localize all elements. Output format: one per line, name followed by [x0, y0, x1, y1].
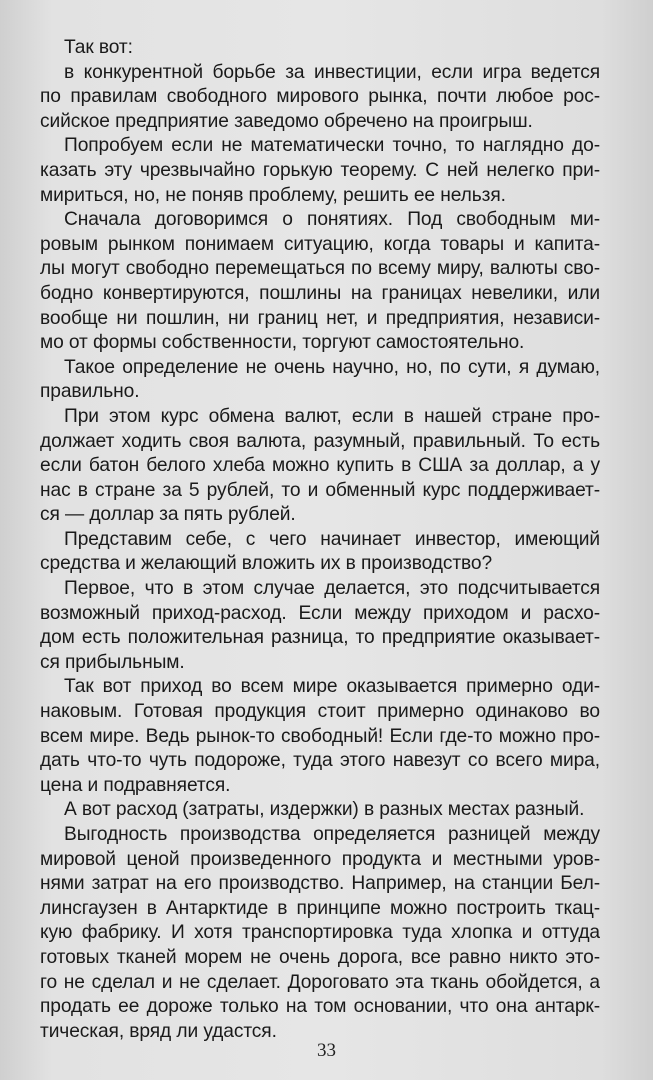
paragraph — [40, 61, 600, 135]
paragraph — [40, 577, 600, 675]
text-line: дать что-то чуть подороже, туда этого навезут со всего мира, — [40, 750, 600, 772]
text-line: Выгодность производства определяется разницей между — [64, 824, 600, 845]
text-line: При этом курс обмена валют, если в нашей стране про- — [64, 405, 600, 427]
text-line: лы могут свободно перемещаться по всему миру, валюты сво- — [40, 258, 600, 280]
text-line: возможный приход-расход. Если между приходом и расхо- — [40, 602, 600, 624]
body-text — [40, 36, 600, 1044]
text-line: ся — доллар за пять рублей. — [40, 504, 296, 526]
page-number: 33 — [317, 1040, 336, 1061]
paragraph — [40, 675, 600, 798]
text-line: ровым рынком понимаем ситуацию, когда товары и капита- — [40, 233, 600, 255]
text-line: кую фабрику. И хотя транспортировка туда хлопка и оттуда — [40, 922, 600, 944]
text-line: мо от формы собственности, торгуют самостоятельно. — [40, 332, 525, 354]
text-line: дом есть положительная разница, то предприятие оказывает- — [40, 627, 600, 649]
text-line: сийское предприятие заведомо обречено на проигрыш. — [40, 110, 533, 132]
text-line: бодно конвертируются, пошлины на границах невелики, или — [40, 282, 600, 304]
text-line: Представим себе, с чего начинает инвестор, имеющий — [64, 528, 600, 550]
text-line: А вот расход (затраты, издержки) в разных местах разный. — [64, 799, 585, 821]
text-line: в конкурентной борьбе за инвестиции, если игра ведется — [64, 61, 600, 83]
paragraph — [40, 208, 600, 356]
text-line: всем мире. Ведь рынок-то свободный! Если где-то можно про- — [40, 725, 600, 747]
text-line: го не сделал и не сделает. Дороговато эта ткань обойдется, а — [40, 971, 600, 993]
paragraph — [40, 823, 600, 1044]
text-line: по правилам свободного мирового рынка, почти любое рос- — [40, 86, 600, 108]
text-line: казать эту чрезвычайно горькую теорему. С ней нелегко при- — [40, 159, 600, 181]
text-line: средства и желающий вложить их в производство? — [40, 553, 493, 575]
paragraph — [40, 356, 600, 405]
text-line: цена и подравняется. — [40, 774, 231, 796]
text-line: Попробуем если не математически точно, то наглядно до- — [64, 135, 600, 157]
text-line: вообще ни пошлин, ни границ нет, и предприятия, независи- — [40, 307, 600, 329]
text-line: мириться, но, не поняв проблему, решить ее нельзя. — [40, 184, 506, 206]
text-line: продать ее дороже только на том основании, что она антарк- — [40, 996, 600, 1018]
text-line: должает ходить своя валюта, разумный, правильный. То есть — [40, 430, 600, 452]
paragraph — [40, 134, 600, 208]
text-line: мировой ценой произведенного продукта и местными уров- — [40, 848, 600, 870]
text-line: нас в стране за 5 рублей, то и обменный курс поддерживает- — [40, 479, 600, 501]
text-line: ся прибыльным. — [40, 651, 185, 673]
text-line: наковым. Готовая продукция стоит примерно одинаково во — [40, 701, 600, 723]
text-line: Так вот приход во всем мире оказывается примерно оди- — [64, 676, 600, 698]
text-line: нями затрат на его производство. Например, на станции Бел- — [40, 873, 600, 895]
text-line: готовых тканей морем не очень дорога, все равно никто это- — [40, 946, 600, 968]
text-line: Первое, что в этом случае делается, это подсчитывается — [64, 578, 600, 600]
text-line: Так вот: — [64, 37, 133, 58]
paragraph — [40, 405, 600, 528]
paragraph — [40, 798, 600, 823]
text-line: если батон белого хлеба можно купить в США за доллар, а у — [40, 455, 600, 477]
text-line: линсгаузен в Антарктиде в принципе можно построить ткац- — [40, 897, 600, 919]
text-line: Такое определение не очень научно, но, по сути, я думаю, — [64, 356, 600, 378]
paragraph — [40, 36, 600, 61]
paragraph — [40, 528, 600, 577]
text-line: Сначала договоримся о понятиях. Под свободным ми- — [64, 209, 600, 231]
text-line: тическая, вряд ли удастся. — [40, 1020, 277, 1042]
text-line: правильно. — [40, 381, 140, 403]
